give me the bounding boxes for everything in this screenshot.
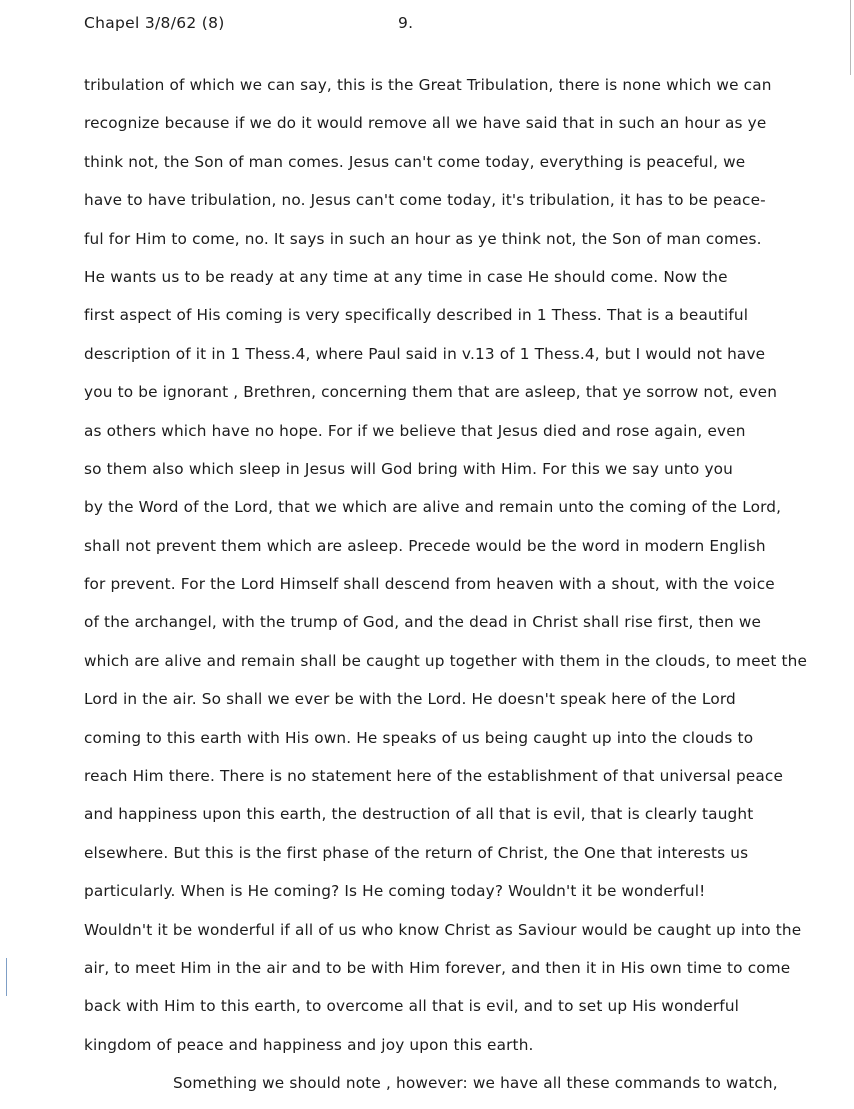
text-line: recognize because if we do it would remove all we have said that in such an hour as ye [84, 114, 767, 133]
text-line: think not, the Son of man comes. Jesus can't come today, everything is peaceful, we [84, 152, 746, 171]
text-line: and happiness upon this earth, the destruction of all that is evil, that is clearly taught [84, 805, 754, 824]
text-line: shall not prevent them which are asleep. Precede would be the word in modern English [84, 536, 766, 555]
text-line: He wants us to be ready at any time at any time in case He should come. Now the [84, 267, 728, 286]
text-line: coming to this earth with His own. He speaks of us being caught up into the clouds to [84, 728, 754, 747]
text-line: particularly. When is He coming? Is He coming today? Wouldn't it be wonderful! [84, 882, 706, 901]
text-line: Wouldn't it be wonderful if all of us who know Christ as Saviour would be caught up into the [84, 920, 802, 939]
text-line: for prevent. For the Lord Himself shall descend from heaven with a shout, with the voice [84, 575, 775, 594]
text-line: description of it in 1 Thess.4, where Paul said in v.13 of 1 Thess.4, but I would not have [84, 344, 766, 363]
text-line: back with Him to this earth, to overcome all that is evil, and to set up His wonderful [84, 997, 740, 1016]
text-line: so them also which sleep in Jesus will God bring with Him. For this we say unto you [84, 459, 734, 478]
text-line: elsewhere. But this is the first phase of the return of Christ, the One that interests us [84, 843, 749, 862]
text-line: have to have tribulation, no. Jesus can't come today, it's tribulation, it has to be peace- [84, 191, 766, 210]
text-line-paragraph-start: Something we should note , however: we have all these commands to watch, [173, 1074, 778, 1093]
text-line: which are alive and remain shall be caught up together with them in the clouds, to meet the [84, 651, 808, 670]
text-line: reach Him there. There is no statement here of the establishment of that universal peace [84, 767, 784, 786]
text-line: air, to meet Him in the air and to be with Him forever, and then it in His own time to come [84, 958, 791, 977]
margin-pen-mark [6, 958, 7, 996]
text-line: of the archangel, with the trump of God, and the dead in Christ shall rise first, then we [84, 613, 762, 632]
page-header-title: Chapel 3/8/62 (8) [84, 14, 225, 32]
text-line: you to be ignorant , Brethren, concerning them that are asleep, that ye sorrow not, even [84, 383, 778, 402]
text-line: as others which have no hope. For if we believe that Jesus died and rose again, even [84, 421, 746, 440]
body-text [84, 72, 854, 1109]
text-line: Lord in the air. So shall we ever be with the Lord. He doesn't speak here of the Lord [84, 690, 736, 709]
page-number: 9. [398, 14, 414, 32]
text-line: tribulation of which we can say, this is the Great Tribulation, there is none which we can [84, 76, 772, 94]
scan-edge-mark [850, 0, 851, 75]
text-line: ful for Him to come, no. It says in such an hour as ye think not, the Son of man comes. [84, 229, 762, 248]
text-line: by the Word of the Lord, that we which are alive and remain unto the coming of the Lord, [84, 498, 782, 517]
text-line: first aspect of His coming is very specifically described in 1 Thess. That is a beautiful [84, 306, 749, 325]
text-line: kingdom of peace and happiness and joy upon this earth. [84, 1035, 534, 1054]
